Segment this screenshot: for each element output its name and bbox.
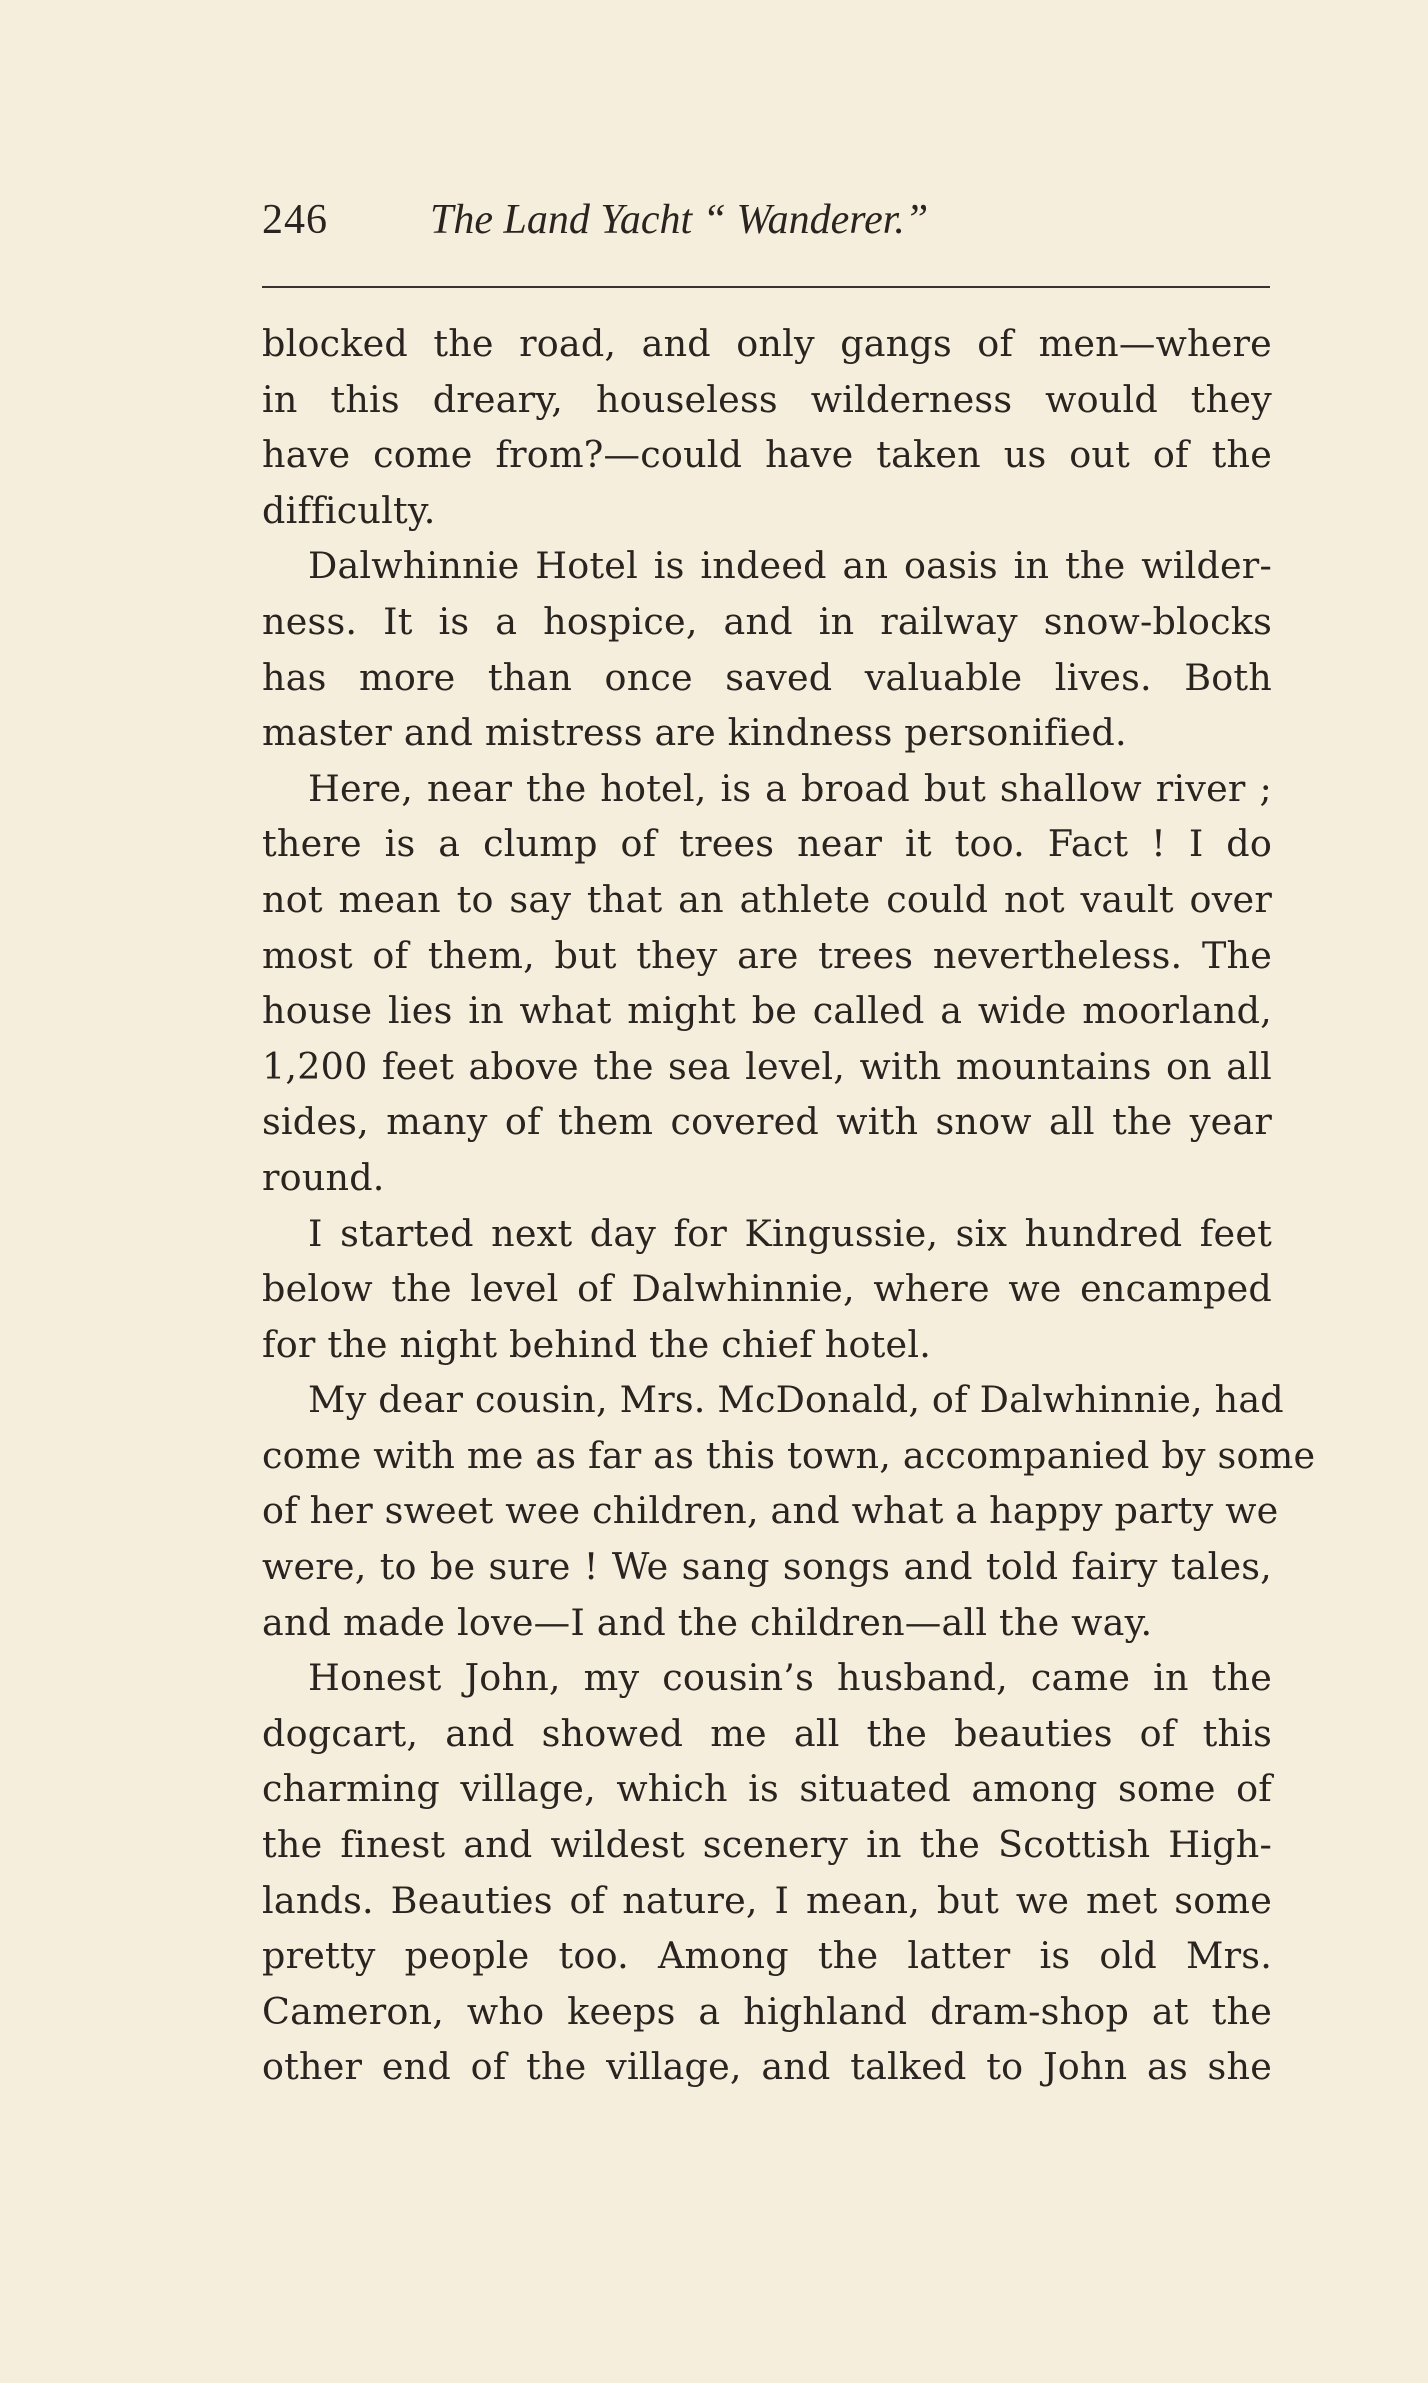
text-line: below the level of Dalwhinnie, where we encamped <box>262 1267 1272 1311</box>
text-line: charming village, which is situated among some of <box>262 1767 1272 1811</box>
text-line: there is a clump of trees near it too. Fact ! I do <box>262 822 1272 866</box>
text-line: have come from?—could have taken us out of the <box>262 433 1272 477</box>
page-number: 246 <box>262 197 328 243</box>
text-line: difficulty. <box>262 488 436 532</box>
text-line: Cameron, who keeps a highland dram-shop at the <box>262 1989 1272 2033</box>
paragraph-first-line: My dear cousin, Mrs. McDonald, of Dalwhinnie, had <box>308 1378 1284 1422</box>
paragraph-first-line: Honest John, my cousin’s husband, came in the <box>308 1656 1272 1700</box>
text-line: come with me as far as this town, accompanied by some <box>262 1433 1316 1477</box>
text-line: 1,200 feet above the sea level, with mountains on all <box>262 1044 1272 1088</box>
text-line: ness. It is a hospice, and in railway snow-blocks <box>262 599 1272 643</box>
paragraph-first-line: Here, near the hotel, is a broad but shallow river ; <box>308 766 1272 810</box>
text-line: and made love—I and the children—all the way. <box>262 1600 1153 1644</box>
header-rule <box>262 286 1270 288</box>
running-title: The Land Yacht “ Wanderer.” <box>430 197 929 243</box>
text-line: sides, many of them covered with snow all the year <box>262 1100 1272 1144</box>
text-line: blocked the road, and only gangs of men—where <box>262 322 1272 365</box>
text-line: in this dreary, houseless wilderness would they <box>262 377 1272 421</box>
text-line: were, to be sure ! We sang songs and told fairy tales, <box>262 1545 1272 1589</box>
text-line: master and mistress are kindness personified. <box>262 711 1127 755</box>
text-line: the finest and wildest scenery in the Scottish High- <box>262 1823 1272 1867</box>
text-line: house lies in what might be called a wide moorland, <box>262 989 1272 1033</box>
text-line: of her sweet wee children, and what a happy party we <box>262 1489 1279 1533</box>
paragraph-first-line: I started next day for Kingussie, six hundred feet <box>308 1211 1272 1255</box>
text-line: lands. Beauties of nature, I mean, but we met some <box>262 1878 1272 1922</box>
text-line: dogcart, and showed me all the beauties of this <box>262 1711 1272 1755</box>
body-text <box>262 316 1316 2095</box>
page-header <box>262 196 1272 266</box>
text-line: other end of the village, and talked to John as she <box>262 2045 1272 2089</box>
text-line: round. <box>262 1155 385 1199</box>
text-line: pretty people too. Among the latter is old Mrs. <box>262 1934 1272 1978</box>
text-line: has more than once saved valuable lives. Both <box>262 655 1272 699</box>
text-line: for the night behind the chief hotel. <box>262 1322 931 1366</box>
text-line: most of them, but they are trees nevertheless. The <box>262 933 1272 977</box>
text-line: not mean to say that an athlete could not vault over <box>262 877 1272 921</box>
paragraph-first-line: Dalwhinnie Hotel is indeed an oasis in the wilder- <box>308 544 1272 588</box>
